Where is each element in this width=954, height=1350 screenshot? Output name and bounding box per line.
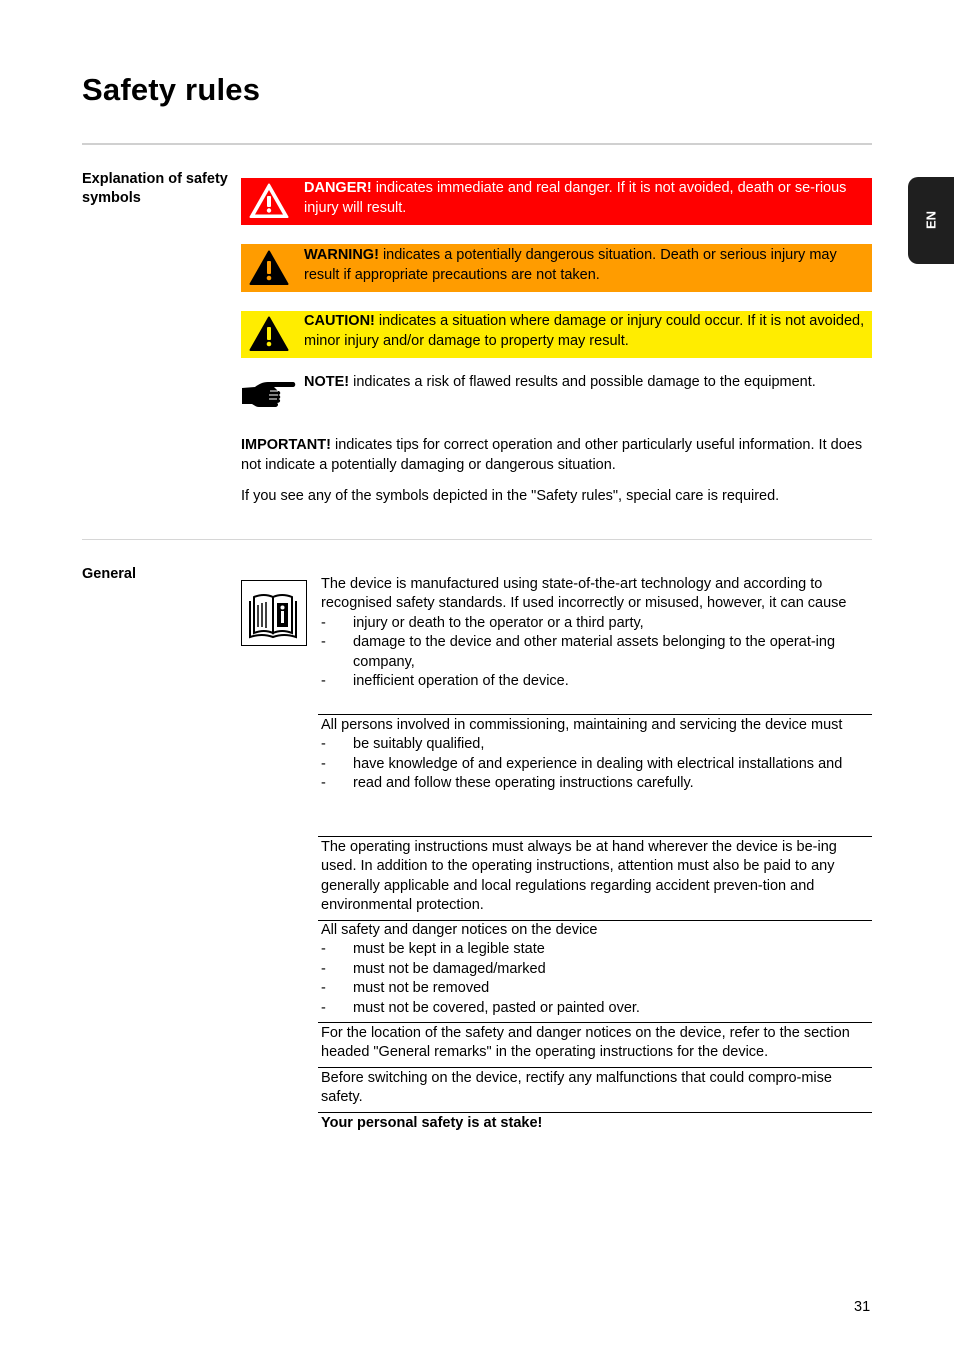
list-item: - damage to the device and other material assets belonging to the operat-ing company, xyxy=(321,633,872,672)
warning-text: indicates a potentially dangerous situation. Death or serious injury may result if appropriate precautions are not taken. xyxy=(304,247,837,283)
section-heading-safety-symbols: Explanation of safety symbols xyxy=(82,171,228,206)
note-text: indicates a risk of flawed results and possible damage to the equipment. xyxy=(349,374,816,390)
title-divider xyxy=(82,143,872,145)
important-paragraph xyxy=(241,436,872,475)
caution-keyword: CAUTION! xyxy=(304,313,375,329)
general-block-1 xyxy=(318,575,872,715)
caution-triangle-icon xyxy=(249,316,289,352)
block2-intro: All persons involved in commissioning, maintaining and servicing the device must xyxy=(321,717,843,733)
danger-text: indicates immediate and real danger. If it is not avoided, death or se-rious injury will result. xyxy=(304,180,847,216)
list-item: - must be kept in a legible state xyxy=(321,940,872,959)
section-heading-general: General xyxy=(82,566,136,582)
caution-text: indicates a situation where damage or injury could occur. If it is not avoided, minor injury and/or damage to property may result. xyxy=(304,313,865,349)
read-manual-book-icon xyxy=(241,580,307,646)
general-block-5 xyxy=(318,1024,872,1068)
general-block-2 xyxy=(318,716,872,837)
warning-notice xyxy=(241,244,872,292)
general-block-7 xyxy=(318,1114,872,1133)
safety-emphasis-text: Your personal safety is at stake! xyxy=(321,1115,543,1131)
danger-keyword: DANGER! xyxy=(304,180,372,196)
page-title: Safety rules xyxy=(82,72,261,107)
caution-notice xyxy=(241,311,872,358)
note-notice xyxy=(241,372,872,417)
list-item: - must not be covered, pasted or painted over. xyxy=(321,999,872,1018)
warning-triangle-icon xyxy=(249,250,289,286)
general-block-6 xyxy=(318,1069,872,1113)
list-item: - have knowledge of and experience in dealing with electrical installations and xyxy=(321,755,872,774)
block4-intro: All safety and danger notices on the device xyxy=(321,922,598,938)
block1-intro: The device is manufactured using state-of-the-art technology and according to recognised safety standards. If used incorrectly or misused, however, it can cause xyxy=(321,576,847,612)
block3-text: The operating instructions must always be at hand wherever the device is be-ing used. In addition to the operating instructions, attention must also be paid to any generally applicable and local regulations regarding accident preven-tion and environmental protection. xyxy=(321,839,837,914)
block1-list xyxy=(321,614,872,692)
danger-warning-triangle-icon xyxy=(249,183,289,219)
list-item: - injury or death to the operator or a third party, xyxy=(321,614,872,633)
general-block-4 xyxy=(318,921,872,1023)
list-item: - read and follow these operating instructions carefully. xyxy=(321,774,872,793)
pointing-hand-icon xyxy=(241,376,297,412)
symbols-closing-paragraph: If you see any of the symbols depicted in the "Safety rules", special care is required. xyxy=(241,488,780,504)
important-keyword: IMPORTANT! xyxy=(241,437,331,453)
list-item: - must not be damaged/marked xyxy=(321,960,872,979)
section-divider xyxy=(82,539,872,540)
block6-text: Before switching on the device, rectify any malfunctions that could compro-mise safety. xyxy=(321,1070,832,1106)
list-item: - be suitably qualified, xyxy=(321,735,872,754)
list-item: - must not be removed xyxy=(321,979,872,998)
block4-list xyxy=(321,940,872,1018)
block5-text: For the location of the safety and danger notices on the device, refer to the section headed "General remarks" in the operating instructions for the device. xyxy=(321,1025,850,1061)
warning-keyword: WARNING! xyxy=(304,247,379,263)
note-keyword: NOTE! xyxy=(304,374,350,390)
danger-notice xyxy=(241,178,872,225)
page-number: 31 xyxy=(854,1299,871,1315)
general-block-3 xyxy=(318,838,872,921)
language-tab xyxy=(908,177,954,264)
block2-list xyxy=(321,735,872,793)
list-item: - inefficient operation of the device. xyxy=(321,672,872,691)
important-text: indicates tips for correct operation and other particularly useful information. It does not indicate a potentially damaging or dangerous situation. xyxy=(241,437,863,473)
language-tab-label: EN xyxy=(923,210,939,230)
